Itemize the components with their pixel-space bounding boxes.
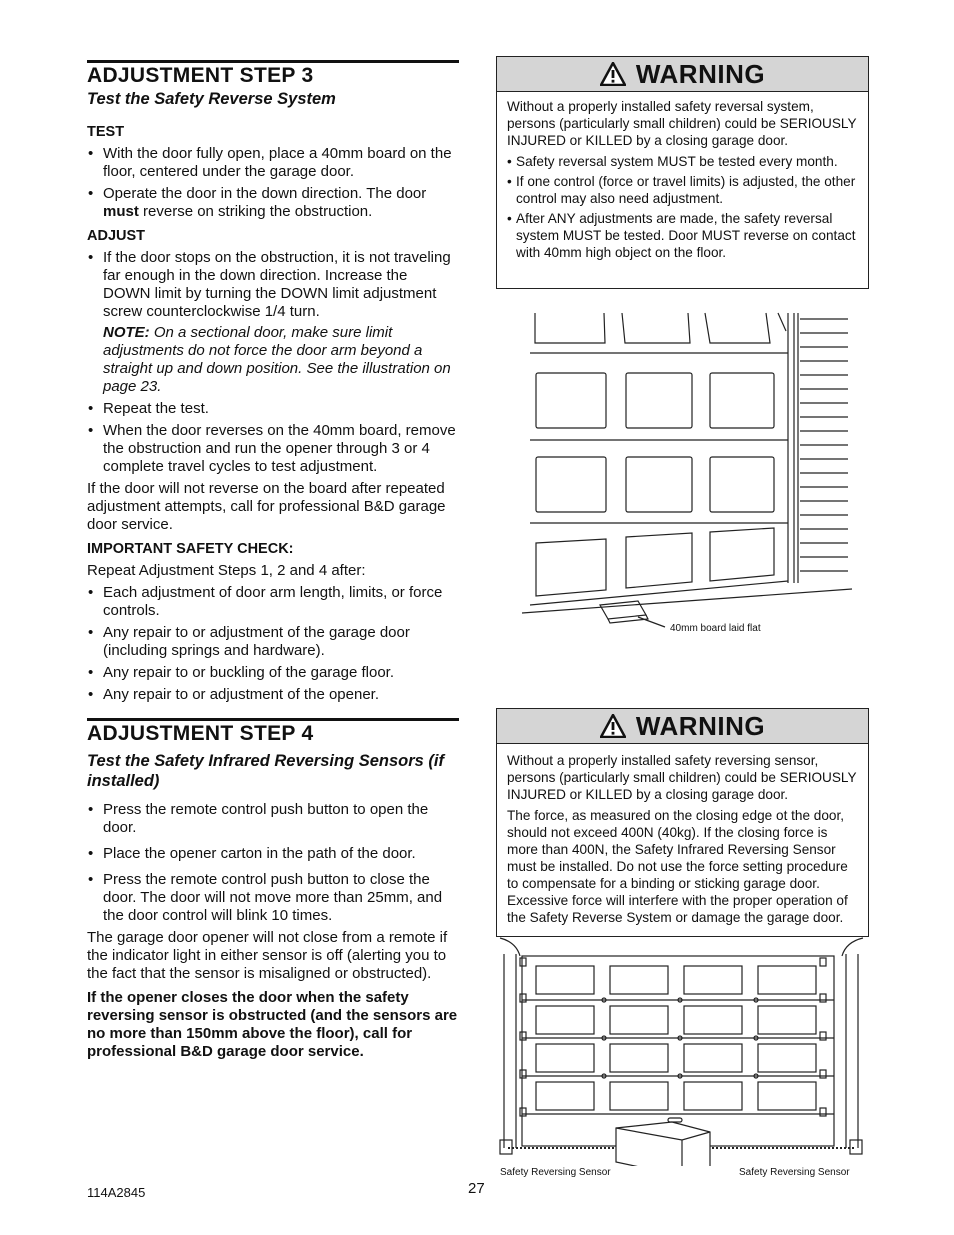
warning-header bbox=[497, 57, 868, 92]
list-item: • Operate the door in the down direction. The door must reverse on striking the obstruction. bbox=[87, 185, 459, 221]
door-board-illustration bbox=[520, 305, 860, 640]
step3-title: ADJUSTMENT STEP 3 bbox=[87, 60, 459, 85]
page-number: 27 bbox=[468, 1180, 485, 1197]
note: NOTE: On a sectional door, make sure limit adjustments do not force the door arm beyond a straight up and down position. See the illustration on page 23. bbox=[103, 324, 451, 395]
step4-section bbox=[87, 718, 459, 1061]
step4-subtitle: Test the Safety Infrared Reversing Sensors (if installed) bbox=[87, 752, 444, 790]
sensor-caption-left: Safety Reversing Sensor bbox=[500, 1167, 611, 1178]
list-item: • After ANY adjustments are made, the safety reversal system MUST be tested. Door MUST reverse on contact with 40mm high object on the floor. bbox=[507, 210, 858, 261]
list-item: • Any repair to or buckling of the garage floor. bbox=[87, 664, 459, 682]
warning-triangle-icon bbox=[600, 62, 626, 86]
board-caption: 40mm board laid flat bbox=[670, 623, 761, 634]
sensor-caption-right: Safety Reversing Sensor bbox=[739, 1167, 850, 1178]
door-sensor-illustration bbox=[496, 936, 867, 1166]
safety-intro: Repeat Adjustment Steps 1, 2 and 4 after: bbox=[87, 562, 366, 579]
service-paragraph: If the opener closes the door when the safety reversing sensor is obstructed (and the sensors are no more than 150mm above the floor), call for professional B&D garage door service. bbox=[87, 989, 458, 1060]
step4-title: ADJUSTMENT STEP 4 bbox=[87, 718, 459, 743]
list-item: • Repeat the test. bbox=[87, 400, 459, 418]
warning-paragraph-1: Without a properly installed safety reversing sensor, persons (particularly small children) could be SERIOUSLY INJURED or KILLED by a closing garage door. bbox=[507, 753, 857, 802]
step3-subtitle: Test the Safety Reverse System bbox=[87, 90, 336, 108]
warning-box-2 bbox=[496, 708, 869, 937]
step3-section bbox=[87, 60, 459, 704]
list-item: • If one control (force or travel limits) is adjusted, the other control may also need adjustment. bbox=[507, 173, 858, 207]
list-item: • If the door stops on the obstruction, it is not traveling far enough in the down direction. Increase the DOWN limit by turning the DOWN limit adjustment screw counterclockwise 1/4 turn. bbox=[87, 249, 459, 321]
warning-body bbox=[497, 92, 868, 269]
list-item: • Press the remote control push button to open the door. bbox=[87, 801, 459, 837]
warning-intro: Without a properly installed safety reversal system, persons (particularly small children) could be SERIOUSLY INJURED or KILLED by a closing garage door. bbox=[507, 99, 857, 148]
test-list bbox=[87, 145, 459, 221]
adjust-list bbox=[87, 249, 459, 321]
warning-paragraph-2: The force, as measured on the closing edge ot the door, should not exceed 400N (40kg). If the closing force is more than 400N, the Safety Infrared Reversing Sensor must be installed. Do not use the force setting procedure to compensate for a binding or sticking garage door. Excessive force will interfere with the proper operation of the Safety Reverse System or damage the garage door. bbox=[507, 808, 848, 925]
safety-check-label: IMPORTANT SAFETY CHECK: bbox=[87, 541, 294, 557]
step4-list bbox=[87, 801, 459, 925]
list-item: • Any repair to or adjustment of the garage door (including springs and hardware). bbox=[87, 624, 459, 660]
adjust-label: ADJUST bbox=[87, 228, 146, 244]
list-item: • Any repair to or adjustment of the opener. bbox=[87, 686, 459, 704]
list-item: • Place the opener carton in the path of the door. bbox=[87, 845, 459, 863]
list-item: • Each adjustment of door arm length, limits, or force controls. bbox=[87, 584, 459, 620]
indicator-paragraph: The garage door opener will not close from a remote if the indicator light in either sensor is off (alerting you to the fact that the sensor is misaligned or obstructed). bbox=[87, 929, 448, 982]
adjust-list-cont bbox=[87, 400, 459, 476]
list-item: • Safety reversal system MUST be tested every month. bbox=[507, 153, 858, 170]
safety-list bbox=[87, 584, 459, 704]
warning-box-1 bbox=[496, 56, 869, 289]
warning-title: WARNING bbox=[635, 58, 766, 89]
warning-header bbox=[497, 709, 868, 744]
list-item: • Press the remote control push button to close the door. The door will not move more than 25mm, and the door control will blink 10 times. bbox=[87, 871, 459, 925]
warning-list bbox=[507, 153, 858, 261]
test-label: TEST bbox=[87, 124, 125, 140]
document-number: 114A2845 bbox=[87, 1185, 146, 1200]
warning-title: WARNING bbox=[635, 710, 766, 741]
not-reverse-paragraph: If the door will not reverse on the board after repeated adjustment attempts, call for professional B&D garage door service. bbox=[87, 480, 446, 533]
list-item: • When the door reverses on the 40mm board, remove the obstruction and run the opener through 3 or 4 complete travel cycles to test adjustment. bbox=[87, 422, 459, 476]
list-item: • With the door fully open, place a 40mm board on the floor, centered under the garage door. bbox=[87, 145, 459, 181]
warning-body bbox=[497, 744, 868, 938]
warning-triangle-icon bbox=[600, 714, 626, 738]
